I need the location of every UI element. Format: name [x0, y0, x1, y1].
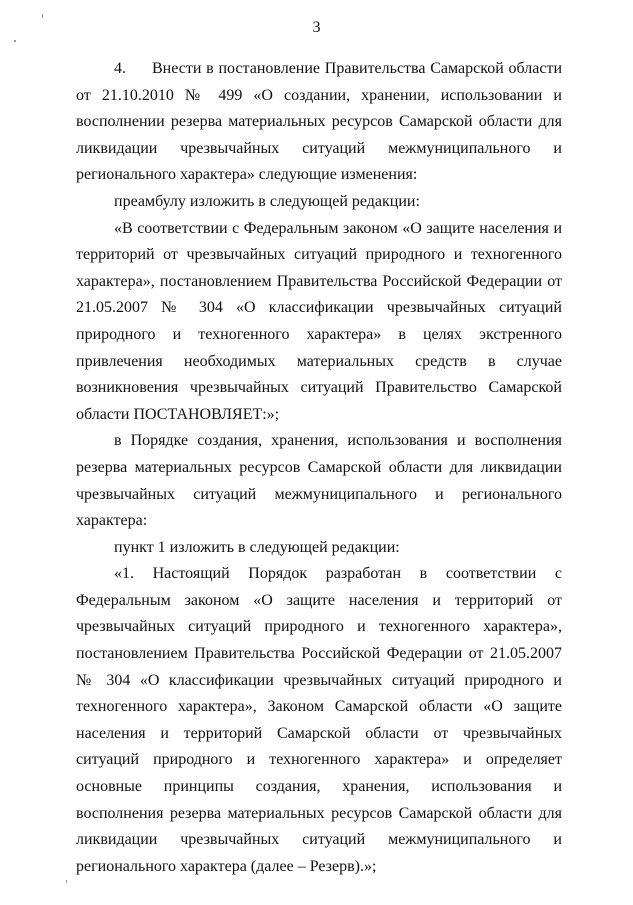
paragraph-point1-text: «1. Настоящий Порядок разработан в соответствии с Федеральным законом «О защите населения и территорий от чрезвычайных ситуаций природного и техногенного характера», постановлением Правительства Российской Федерации от 21.05.2007 № 304 «О классификации чрезвычайных ситуаций природного и техногенного характера», Законом Самарской области «О защите населения и территорий Самарской области от чрезвычайных ситуаций природного и техногенного характера» и определяет основные принципы создания, хранения, использования и восполнения резерва материальных ресурсов Самарской области для ликвидации чрезвычайных ситуаций межмуниципального и регионального характера (далее – Резерв).»;	[76, 565, 562, 875]
scan-mark	[66, 880, 67, 883]
document-body	[76, 56, 562, 880]
paragraph-text: Внести в постановление Правительства Самарской области от 21.10.2010 № 499 «О создании, хранении, использовании и восполнении резерва материальных ресурсов Самарской области для ликвидации чрезвычайных ситуаций межмуниципального и регионального характера» следующие изменения:	[76, 60, 562, 184]
page-number: 3	[312, 19, 321, 36]
paragraph-item-4	[76, 56, 562, 189]
paragraph-point1-intro: пункт 1 изложить в следующей редакции:	[114, 538, 400, 556]
paragraph-preamble-intro: преамбулу изложить в следующей редакции:	[114, 192, 420, 210]
item-number: 4.	[114, 60, 126, 77]
paragraph-order-intro: в Порядке создания, хранения, использования и восполнения резерва материальных ресурсов Самарской области для ликвидации чрезвычайных ситуаций межмуниципального и регионального характера:	[76, 432, 562, 530]
scan-mark	[14, 40, 16, 42]
paragraph-preamble-text: «В соответствии с Федеральным законом «О защите населения и территорий от чрезвычайных ситуаций природного и техногенного характера», постановлением Правительства Российской Федерации от 21.05.2007 № 304 «О классификации чрезвычайных ситуаций природного и техногенного характера» в целях экстренного привлечения необходимых материальных средств в случае возникновения чрезвычайных ситуаций Правительство Самарской области ПОСТАНОВЛЯЕТ:»;	[76, 219, 562, 423]
